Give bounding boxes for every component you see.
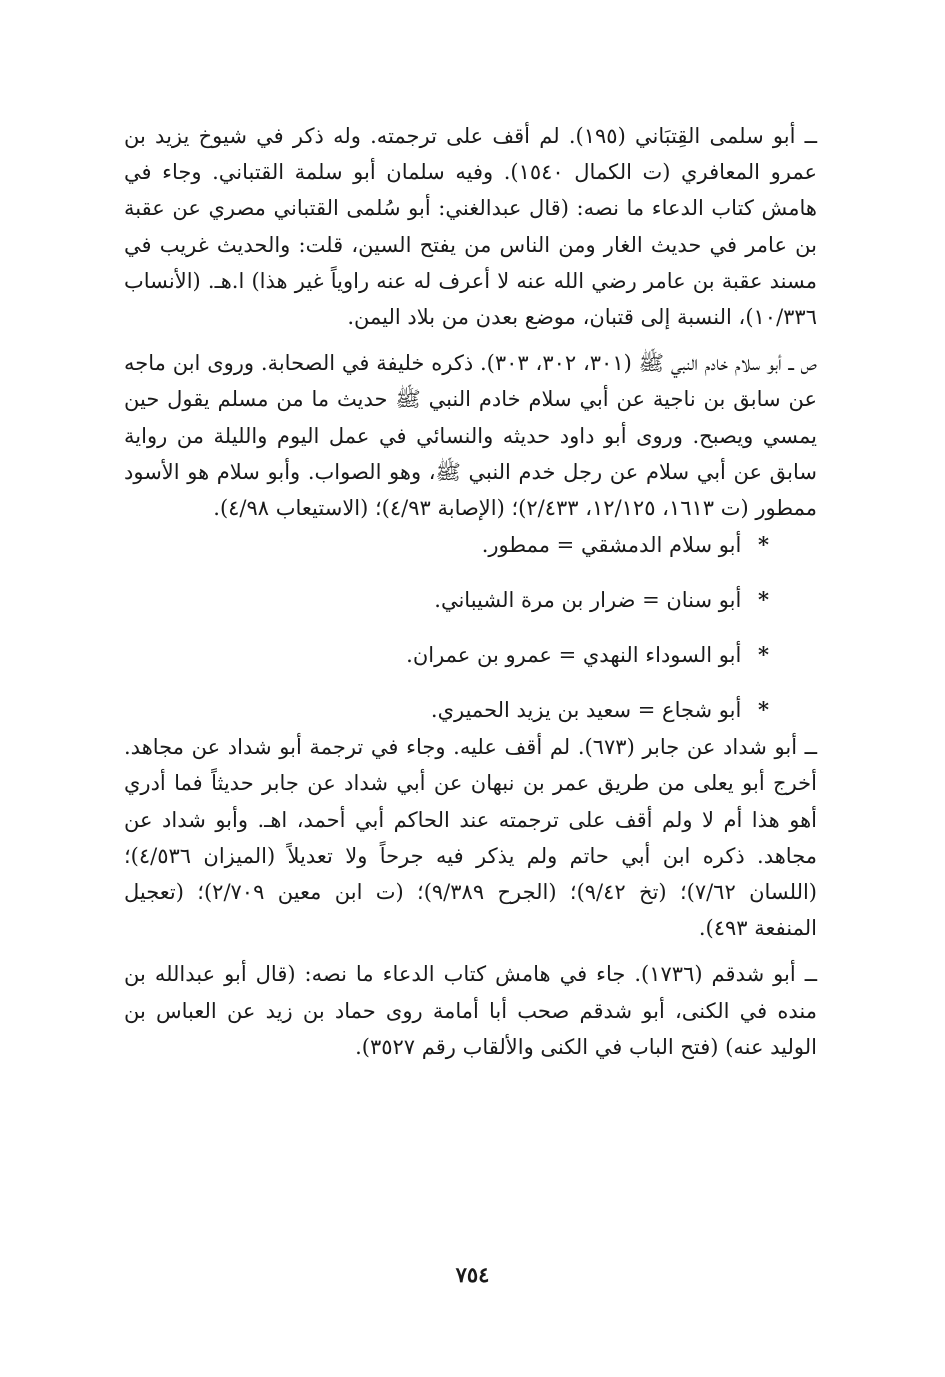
cross-reference-text: أبو سنان = ضرار بن مرة الشيباني.: [434, 588, 742, 613]
cross-reference-item: [124, 526, 817, 564]
page-body: [124, 118, 817, 1065]
cross-reference-item: [124, 691, 817, 729]
entry-abu-sallam: ص ــ أبو سلام خادم النبي ﷺ (٣٠١، ٣٠٢، ٣٠٣). ذكره خليفة في الصحابة. وروى ابن ماجه عن سابق بن ناجية عن أبي سلام خادم النبي ﷺ حديث ما من مسلم يقول حين يمسي ويصبح. وروى أبو داود حديثه والنسائي في عمل اليوم والليلة من رواية سابق عن أبي سلام عن رجل خدم النبي ﷺ، وهو الصواب. وأبو سلام هو الأسود ممطور (ت ١٦١٣، ١٢/١٢٥، ٢/٤٣٣)؛ (الإصابة ٤/٩٣)؛ (الاستيعاب ٤/٩٨).: [124, 351, 817, 521]
cross-reference-list: [124, 526, 817, 729]
asterisk-icon: *: [758, 697, 769, 723]
asterisk-icon: *: [758, 532, 769, 558]
entry-abu-shaddad: ــ أبو شداد عن جابر (٦٧٣). لم أقف عليه. وجاء في ترجمة أبو شداد عن مجاهد. أخرج أبو يعلى من طريق عمر بن نبهان عن أبي شداد عن جابر حديثاً فما أدري أهو هذا أم لا ولم أقف على ترجمته عند الحاكم أبي أحمد، اهـ. وأبو شداد عن مجاهد. ذكره ابن أبي حاتم ولم يذكر فيه جرحاً ولا تعديلاً (الميزان ٤/٥٣٦)؛ (اللسان ٧/٦٢)؛ (تخ ٩/٤٢)؛ (الجرح ٩/٣٨٩)؛ (ت ابن معين ٢/٧٠٩)؛ (تعجيل المنفعة ٤٩٣).: [124, 735, 817, 941]
cross-reference-item: [124, 581, 817, 619]
asterisk-icon: *: [758, 587, 769, 613]
entry-abu-salma: ــ أبو سلمى القِتبَاني (١٩٥). لم أقف على ترجمته. وله ذكر في شيوخ يزيد بن عمرو المعافري (ت الكمال ١٥٤٠). وفيه سلمان أبو سلمة القتباني. وجاء في هامش كتاب الدعاء ما نصه: (قال عبدالغني: أبو سُلمى القتباني مصري عن عقبة بن عامر في حديث الغار ومن الناس من يفتح السين، قلت: والحديث غريب في مسند عقبة بن عامر رضي الله عنه لا أعرف له عنه راوياً غير هذا) ا.هـ. (الأنساب ١٠/٣٣٦)، النسبة إلى قتبان، موضع بعدن من بلاد اليمن.: [124, 124, 817, 330]
entry-abu-shadqam: ــ أبو شدقم (١٧٣٦). جاء في هامش كتاب الدعاء ما نصه: (قال أبو عبدالله بن منده في الكنى، أبو شدقم صحب أبا أمامة روى حماد بن زيد عن العباس بن الوليد عنه) (فتح الباب في الكنى والألقاب رقم ٣٥٢٧).: [124, 962, 818, 1059]
cross-reference-text: أبو شجاع = سعيد بن يزيد الحميري.: [430, 698, 742, 723]
cross-reference-text: أبو سلام الدمشقي = ممطور.: [481, 533, 742, 558]
cross-reference-text: أبو السوداء النهدي = عمرو بن عمران.: [406, 643, 742, 668]
asterisk-icon: *: [758, 642, 769, 668]
page-number: ٧٥٤: [455, 1262, 490, 1287]
cross-reference-item: [124, 636, 817, 674]
